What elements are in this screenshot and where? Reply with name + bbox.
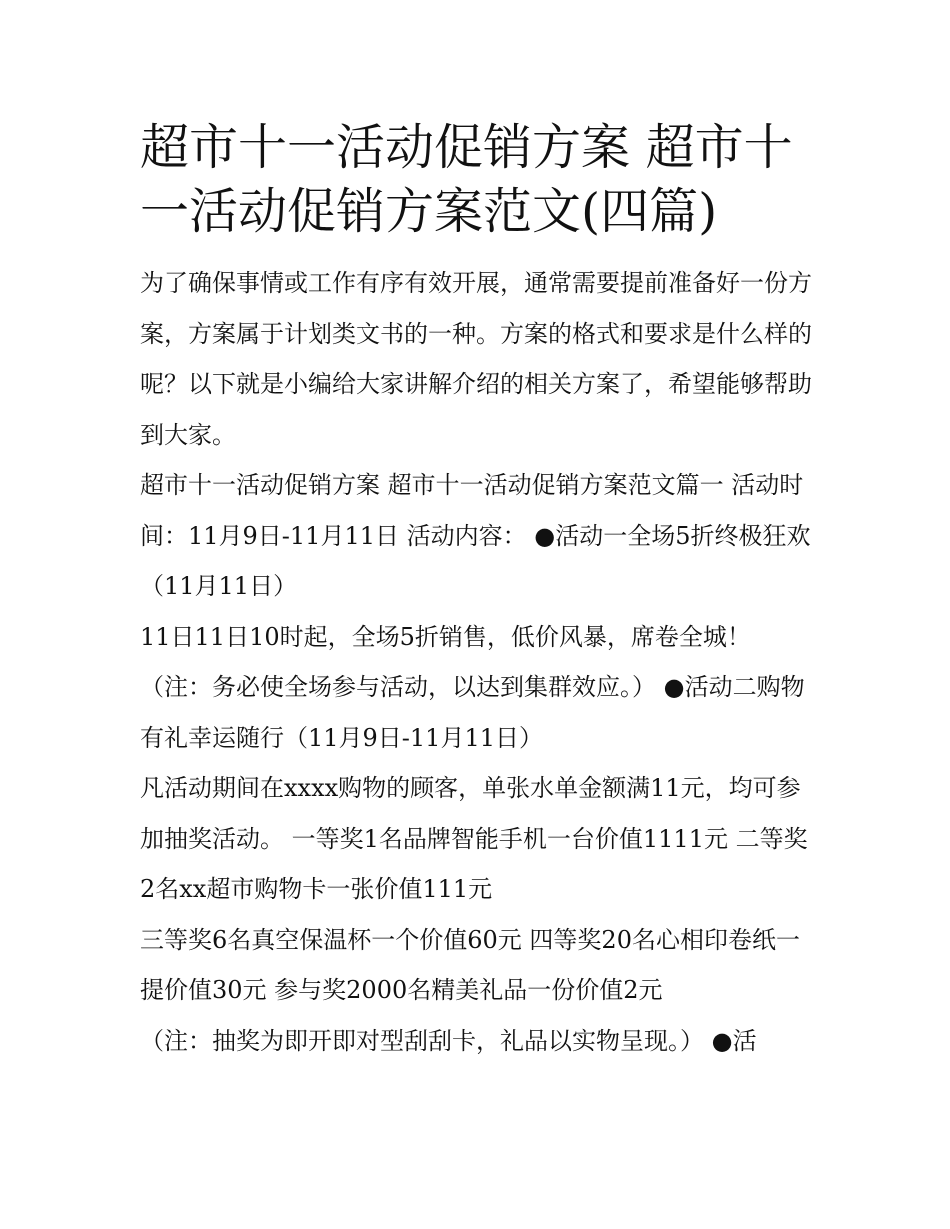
paragraph-prizes: 三等奖6名真空保温杯一个价值60元 四等奖20名心相印卷纸一提价值30元 参与奖2000名精美礼品一份价值2元 [140, 925, 800, 1004]
paragraph-activity-one: 11日11日10时起，全场5折销售，低价风暴，席卷全城！（注：务必使全场参与活动，以达到集群效应。） ●活动二购物有礼幸运随行（11月9日-11月11日） [140, 622, 805, 752]
paragraph-activity-time: 超市十一活动促销方案 超市十一活动促销方案范文篇一 活动时间：11月9日-11月11日 活动内容： ●活动一全场5折终极狂欢（11月11日） [140, 471, 811, 600]
paragraph-intro: 为了确保事情或工作有序有效开展，通常需要提前准备好一份方案，方案属于计划类文书的一种。方案的格式和要求是什么样的呢？以下就是小编给大家讲解介绍的相关方案了，希望能够帮助到大家。 [140, 269, 812, 449]
paragraph-lottery: 凡活动期间在xxxx购物的顾客，单张水单金额满11元，均可参加抽奖活动。 一等奖1名品牌智能手机一台价值1111元 二等奖2名xx超市购物卡一张价值111元 [140, 774, 808, 903]
paragraph-lottery-note: （注：抽奖为即开即对型刮刮卡，礼品以实物呈现。） ●活 [140, 1026, 757, 1055]
document-body [140, 116, 812, 1066]
document-title: 超市十一活动促销方案 超市十一活动促销方案范文(四篇) [140, 119, 793, 240]
